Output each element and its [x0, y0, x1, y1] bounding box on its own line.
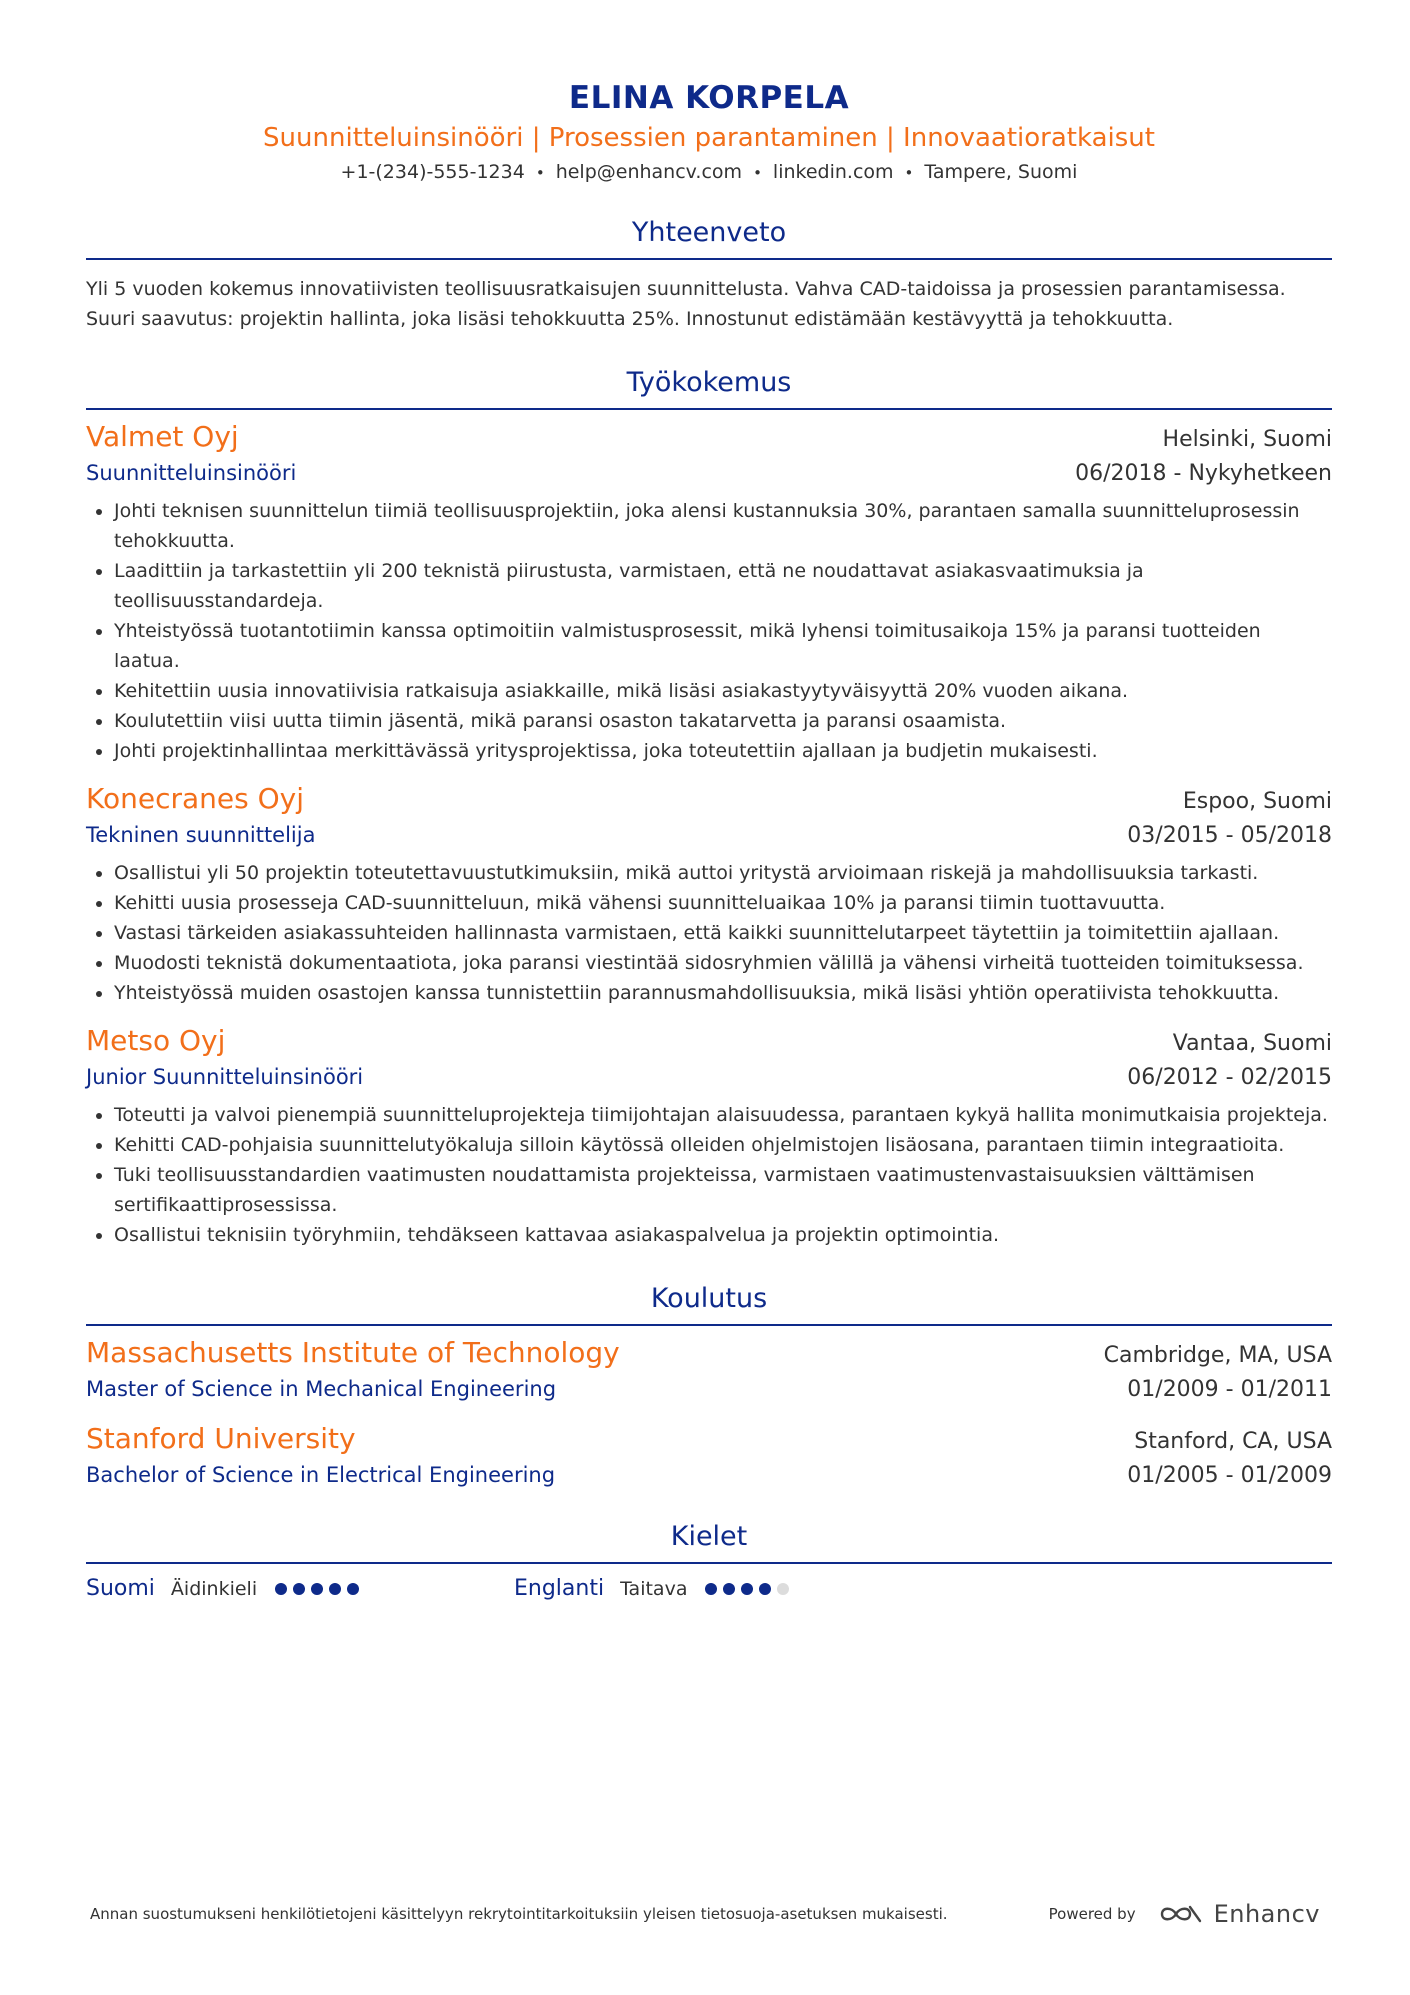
contact-line — [86, 157, 1332, 188]
achievement-item: Vastasi tärkeiden asiakassuhteiden hallinnasta varmistaen, että kaikki suunnittelutarpeet täytettiin ja toimitettiin ajallaan. — [86, 918, 1332, 948]
company-name: Konecranes Oyj — [86, 782, 304, 815]
company-name: Metso Oyj — [86, 1024, 226, 1057]
section-heading-summary: Yhteenveto — [86, 214, 1332, 260]
proficiency-dot-filled — [705, 1583, 717, 1595]
powered-by — [1049, 1900, 1320, 1928]
resume-page — [86, 0, 1332, 1995]
job-dates: 06/2012 - 02/2015 — [1127, 1065, 1332, 1090]
school-location: Stanford, CA, USA — [1134, 1429, 1332, 1454]
achievement-item: Koulutettiin viisi uutta tiimin jäsentä, mikä paransi osaston takatarvetta ja paransi osaamista. — [86, 706, 1332, 736]
section-heading-languages: Kielet — [86, 1518, 1332, 1564]
summary-text: Yli 5 vuoden kokemus innovatiivisten teollisuusratkaisujen suunnittelusta. Vahva CAD-taidoissa ja prosessien parantamisessa. Suuri saavutus: projektin hallinta, joka lisäsi tehokkuutta 25%. Innostunut edistämään kestävyyttä ja tehokkuutta. — [86, 278, 1286, 330]
contact-location: Tampere, Suomi — [924, 161, 1078, 183]
languages-section — [86, 1518, 1332, 1601]
achievement-item: Johti teknisen suunnittelun tiimiä teollisuusprojektiin, joka alensi kustannuksia 30%, parantaen samalla suunnitteluprosessin tehokkuutta. — [86, 496, 1332, 556]
language-level: Taitava — [620, 1578, 688, 1600]
education-entry — [86, 1420, 1332, 1492]
proficiency-dot-filled — [741, 1583, 753, 1595]
school-location: Cambridge, MA, USA — [1103, 1343, 1332, 1368]
experience-entry — [86, 418, 1332, 766]
resume-header — [86, 0, 1332, 188]
proficiency-dot-filled — [759, 1583, 771, 1595]
section-heading-education: Koulutus — [86, 1280, 1332, 1326]
experience-entry — [86, 780, 1332, 1008]
job-location: Vantaa, Suomi — [1172, 1031, 1332, 1056]
achievement-item: Laadittiin ja tarkastettiin yli 200 teknistä piirustusta, varmistaen, että ne noudattavat asiakasvaatimuksia ja teollisuusstandardeja. — [86, 556, 1332, 616]
language-name: Englanti — [514, 1576, 605, 1601]
enhancv-logo-icon — [1158, 1902, 1204, 1926]
achievement-item: Muodosti teknistä dokumentaatiota, joka paransi viestintää sidosryhmien välillä ja vähensi virheitä tuotteiden toimituksessa. — [86, 948, 1332, 978]
contact-email: help@enhancv.com — [555, 161, 743, 183]
achievement-item: Toteutti ja valvoi pienempiä suunnitteluprojekteja tiimijohtajan alaisuudessa, parantaen kykyä hallita monimutkaisia projekteja. — [86, 1100, 1332, 1130]
proficiency-dot-filled — [311, 1583, 323, 1595]
proficiency-dot-filled — [275, 1583, 287, 1595]
achievement-list — [86, 496, 1332, 766]
achievement-list — [86, 858, 1332, 1008]
page-footer — [90, 1900, 1320, 1928]
achievement-item: Johti projektinhallintaa merkittävässä yritysprojektissa, joka toteutettiin ajallaan ja budjetin mukaisesti. — [86, 736, 1332, 766]
proficiency-dots — [275, 1583, 359, 1595]
experience-entry — [86, 1022, 1332, 1250]
education-section — [86, 1280, 1332, 1492]
proficiency-dot-filled — [347, 1583, 359, 1595]
contact-phone: +1-(234)-555-1234 — [340, 161, 525, 183]
separator-dot: • — [753, 164, 762, 182]
proficiency-dots — [705, 1583, 789, 1595]
consent-note: Annan suostumukseni henkilötietojeni käsittelyyn rekrytointitarkoituksiin yleisen tietosuoja-asetuksen mukaisesti. — [90, 1905, 948, 1923]
achievement-item: Yhteistyössä muiden osastojen kanssa tunnistettiin parannusmahdollisuuksia, mikä lisäsi yhtiön operatiivista tehokkuutta. — [86, 978, 1332, 1008]
job-dates: 03/2015 - 05/2018 — [1127, 823, 1332, 848]
school-name: Massachusetts Institute of Technology — [86, 1336, 620, 1369]
separator-dot: • — [535, 164, 545, 182]
job-role: Junior Suunnitteluinsinööri — [86, 1065, 364, 1089]
summary-section — [86, 214, 1332, 334]
job-dates: 06/2018 - Nykyhetkeen — [1075, 461, 1332, 486]
proficiency-dot-empty — [777, 1583, 789, 1595]
achievement-item: Osallistui teknisiin työryhmiin, tehdäkseen kattavaa asiakaspalvelua ja projektin optimointia. — [86, 1220, 1332, 1250]
job-role: Tekninen suunnittelija — [86, 823, 316, 847]
achievement-item: Kehitti CAD-pohjaisia suunnittelutyökaluja silloin käytössä olleiden ohjelmistojen lisäosana, parantaen tiimin integraatioita. — [86, 1130, 1332, 1160]
education-dates: 01/2009 - 01/2011 — [1127, 1377, 1332, 1402]
education-dates: 01/2005 - 01/2009 — [1127, 1463, 1332, 1488]
powered-by-label: Powered by — [1048, 1905, 1136, 1923]
achievement-item: Osallistui yli 50 projektin toteutettavuustutkimuksiin, mikä auttoi yritystä arvioimaan riskejä ja mahdollisuuksia tarkasti. — [86, 858, 1332, 888]
achievement-item: Yhteistyössä tuotantotiimin kanssa optimoitiin valmistusprosessit, mikä lyhensi toimitusaikoja 15% ja paransi tuotteiden laatua. — [86, 616, 1332, 676]
company-name: Valmet Oyj — [86, 420, 239, 453]
language-name: Suomi — [86, 1576, 155, 1601]
job-location: Helsinki, Suomi — [1162, 427, 1332, 452]
job-location: Espoo, Suomi — [1182, 789, 1332, 814]
experience-section — [86, 364, 1332, 1250]
language-list — [86, 1576, 1332, 1601]
brand-logo[interactable] — [1158, 1900, 1320, 1928]
candidate-title: Suunnitteluinsinööri | Prosessien parantaminen | Innovaatioratkaisut — [263, 123, 1155, 153]
degree-name: Bachelor of Science in Electrical Engineering — [86, 1463, 556, 1487]
section-heading-experience: Työkokemus — [86, 364, 1332, 410]
language-item — [514, 1576, 942, 1601]
job-role: Suunnitteluinsinööri — [86, 461, 297, 485]
language-level: Äidinkieli — [170, 1578, 258, 1600]
degree-name: Master of Science in Mechanical Engineering — [86, 1377, 557, 1401]
brand-name: Enhancv — [1213, 1900, 1320, 1928]
school-name: Stanford University — [86, 1422, 356, 1455]
separator-dot: • — [904, 164, 914, 182]
proficiency-dot-filled — [329, 1583, 341, 1595]
language-item — [86, 1576, 514, 1601]
proficiency-dot-filled — [723, 1583, 735, 1595]
achievement-item: Kehitettiin uusia innovatiivisia ratkaisuja asiakkaille, mikä lisäsi asiakastyytyväisyyttä 20% vuoden aikana. — [86, 676, 1332, 706]
achievement-list — [86, 1100, 1332, 1250]
achievement-item: Kehitti uusia prosesseja CAD-suunnitteluun, mikä vähensi suunnitteluaikaa 10% ja paransi tiimin tuottavuutta. — [86, 888, 1332, 918]
proficiency-dot-filled — [293, 1583, 305, 1595]
achievement-item: Tuki teollisuusstandardien vaatimusten noudattamista projekteissa, varmistaen vaatimustenvastaisuuksien välttämisen sertifikaattiprosessissa. — [86, 1160, 1332, 1220]
candidate-name: ELINA KORPELA — [568, 80, 850, 116]
contact-linkedin: linkedin.com — [772, 161, 894, 183]
education-entry — [86, 1334, 1332, 1406]
